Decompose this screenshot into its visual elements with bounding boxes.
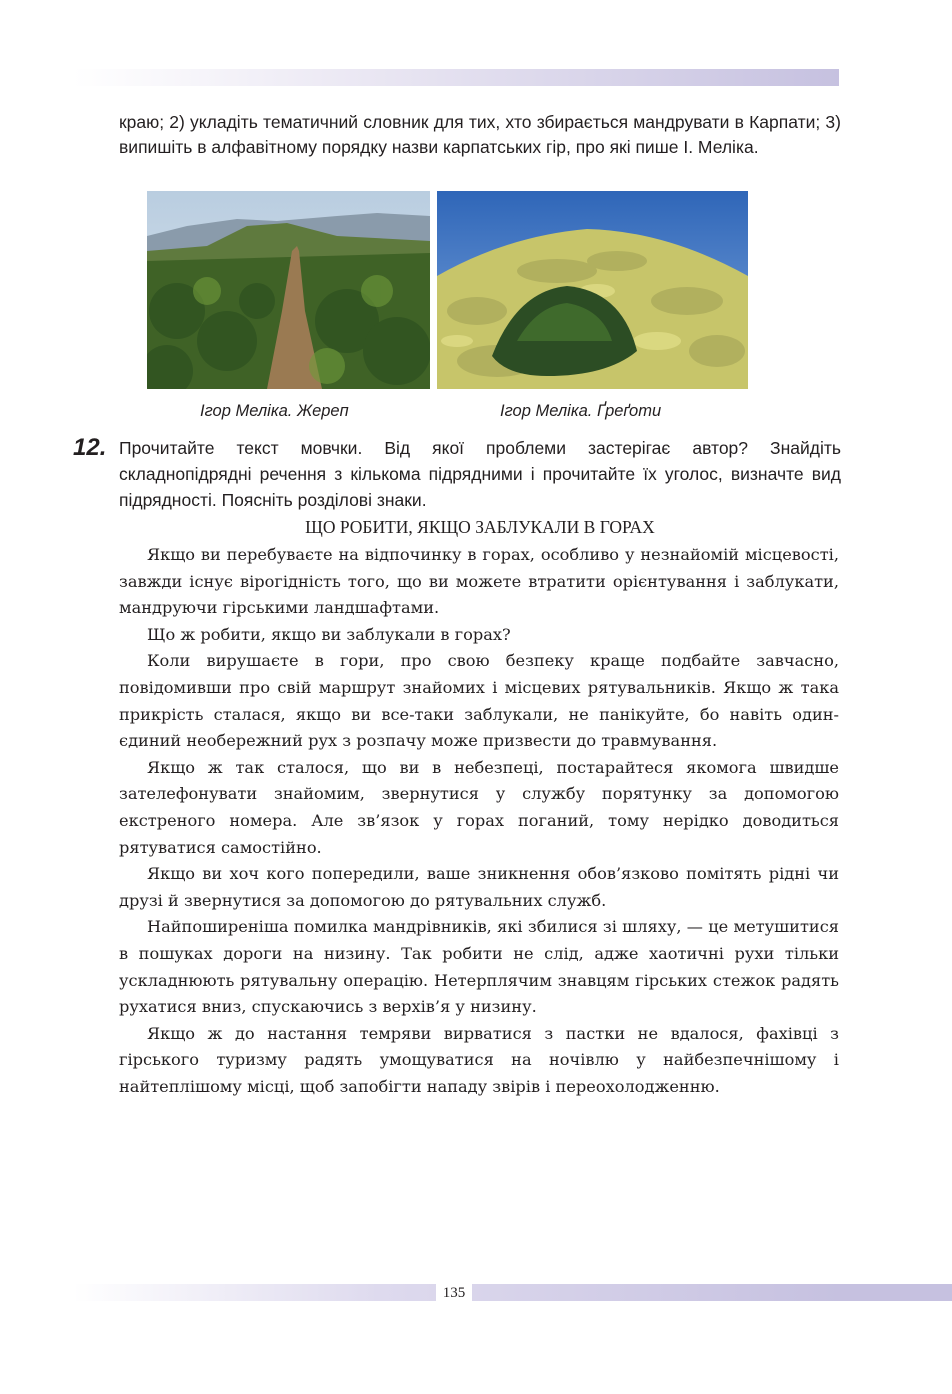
article-title: ЩО РОБИТИ, ЯКЩО ЗАБЛУКАЛИ В ГОРАХ: [305, 517, 655, 537]
article-paragraph: Коли вирушаєте в гори, про свою безпеку краще подбайте завчасно, повідомивши про свій маршрут знайомих і місцевих рятувальників. Якщо ж така прикрість сталася, якщо ви все-таки заблукали, не панікуйте, бо навіть один-єдиний необережний рух з розпачу може призвести до травмування.: [119, 651, 839, 751]
photo-zherep: [147, 191, 430, 389]
article-paragraph: Що ж робити, якщо ви заблукали в горах?: [147, 624, 511, 644]
intro-paragraph: краю; 2) укладіть тематичний словник для тих, хто збирається мандрувати в Карпати; 3) випишіть в алфавітному порядку назви карпатських гір, про які пише І. Меліка.: [119, 112, 841, 157]
photo-caption-gregoty: Ігор Меліка. Ґреґоти: [500, 402, 662, 420]
photo-gregoty: [437, 191, 748, 389]
header-decorative-bar: [73, 69, 839, 86]
article-paragraph: Якщо ж до настання темряви вирватися з пастки не вдалося, фахівці з гірського туризму радять умощуватися на ночівлю у найбезпечнішому і найтеплішому місці, щоб запобігти нападу звірів і переохолодженню.: [119, 1023, 839, 1096]
footer-decorative-bar-edge: [839, 1284, 952, 1301]
photo-caption-zherep: Ігор Меліка. Жереп: [200, 402, 349, 420]
article-paragraph: Якщо ви перебуваєте на відпочинку в горах, особливо у незнайомій місцевості, завжди існує вірогідність того, що ви можете втратити орієнтування і заблукати, мандруючи гірськими ландшафтами.: [119, 545, 839, 618]
page-number: 135: [436, 1283, 472, 1303]
article-paragraph: Найпоширеніша помилка мандрівників, які збилися зі шляху, — це метушитися в пошуках дороги на низину. Так робити не слід, адже хаотичні рухи тільки ускладнюють рятувальну операцію. Нетерплячим знавцям гірських стежок радять рухатися вниз, спускаючись з верхів’я у низину.: [119, 917, 839, 1017]
article-paragraph: Якщо ви хоч кого попередили, ваше зникнення обов’язково помітять рідні чи друзі й звернутися за допомогою до рятувальних служб.: [119, 864, 839, 910]
article-body: [119, 542, 839, 1100]
task-text: Прочитайте текст мовчки. Від якої проблеми застерігає автор? Знайдіть складнопідрядні речення з кількома підрядними і прочитайте їх уголос, визначте вид підрядності. Поясніть розділові знаки.: [119, 438, 841, 510]
article-paragraph: Якщо ж так сталося, що ви в небезпеці, постарайтеся якомога швидше зателефонувати знайомим, звернутися у службу порятунку за допомогою екстреного номера. Але зв’язок у горах поганий, тому нерідко доводиться рятуватися самостійно.: [119, 757, 839, 857]
task-number: 12.: [73, 434, 107, 461]
